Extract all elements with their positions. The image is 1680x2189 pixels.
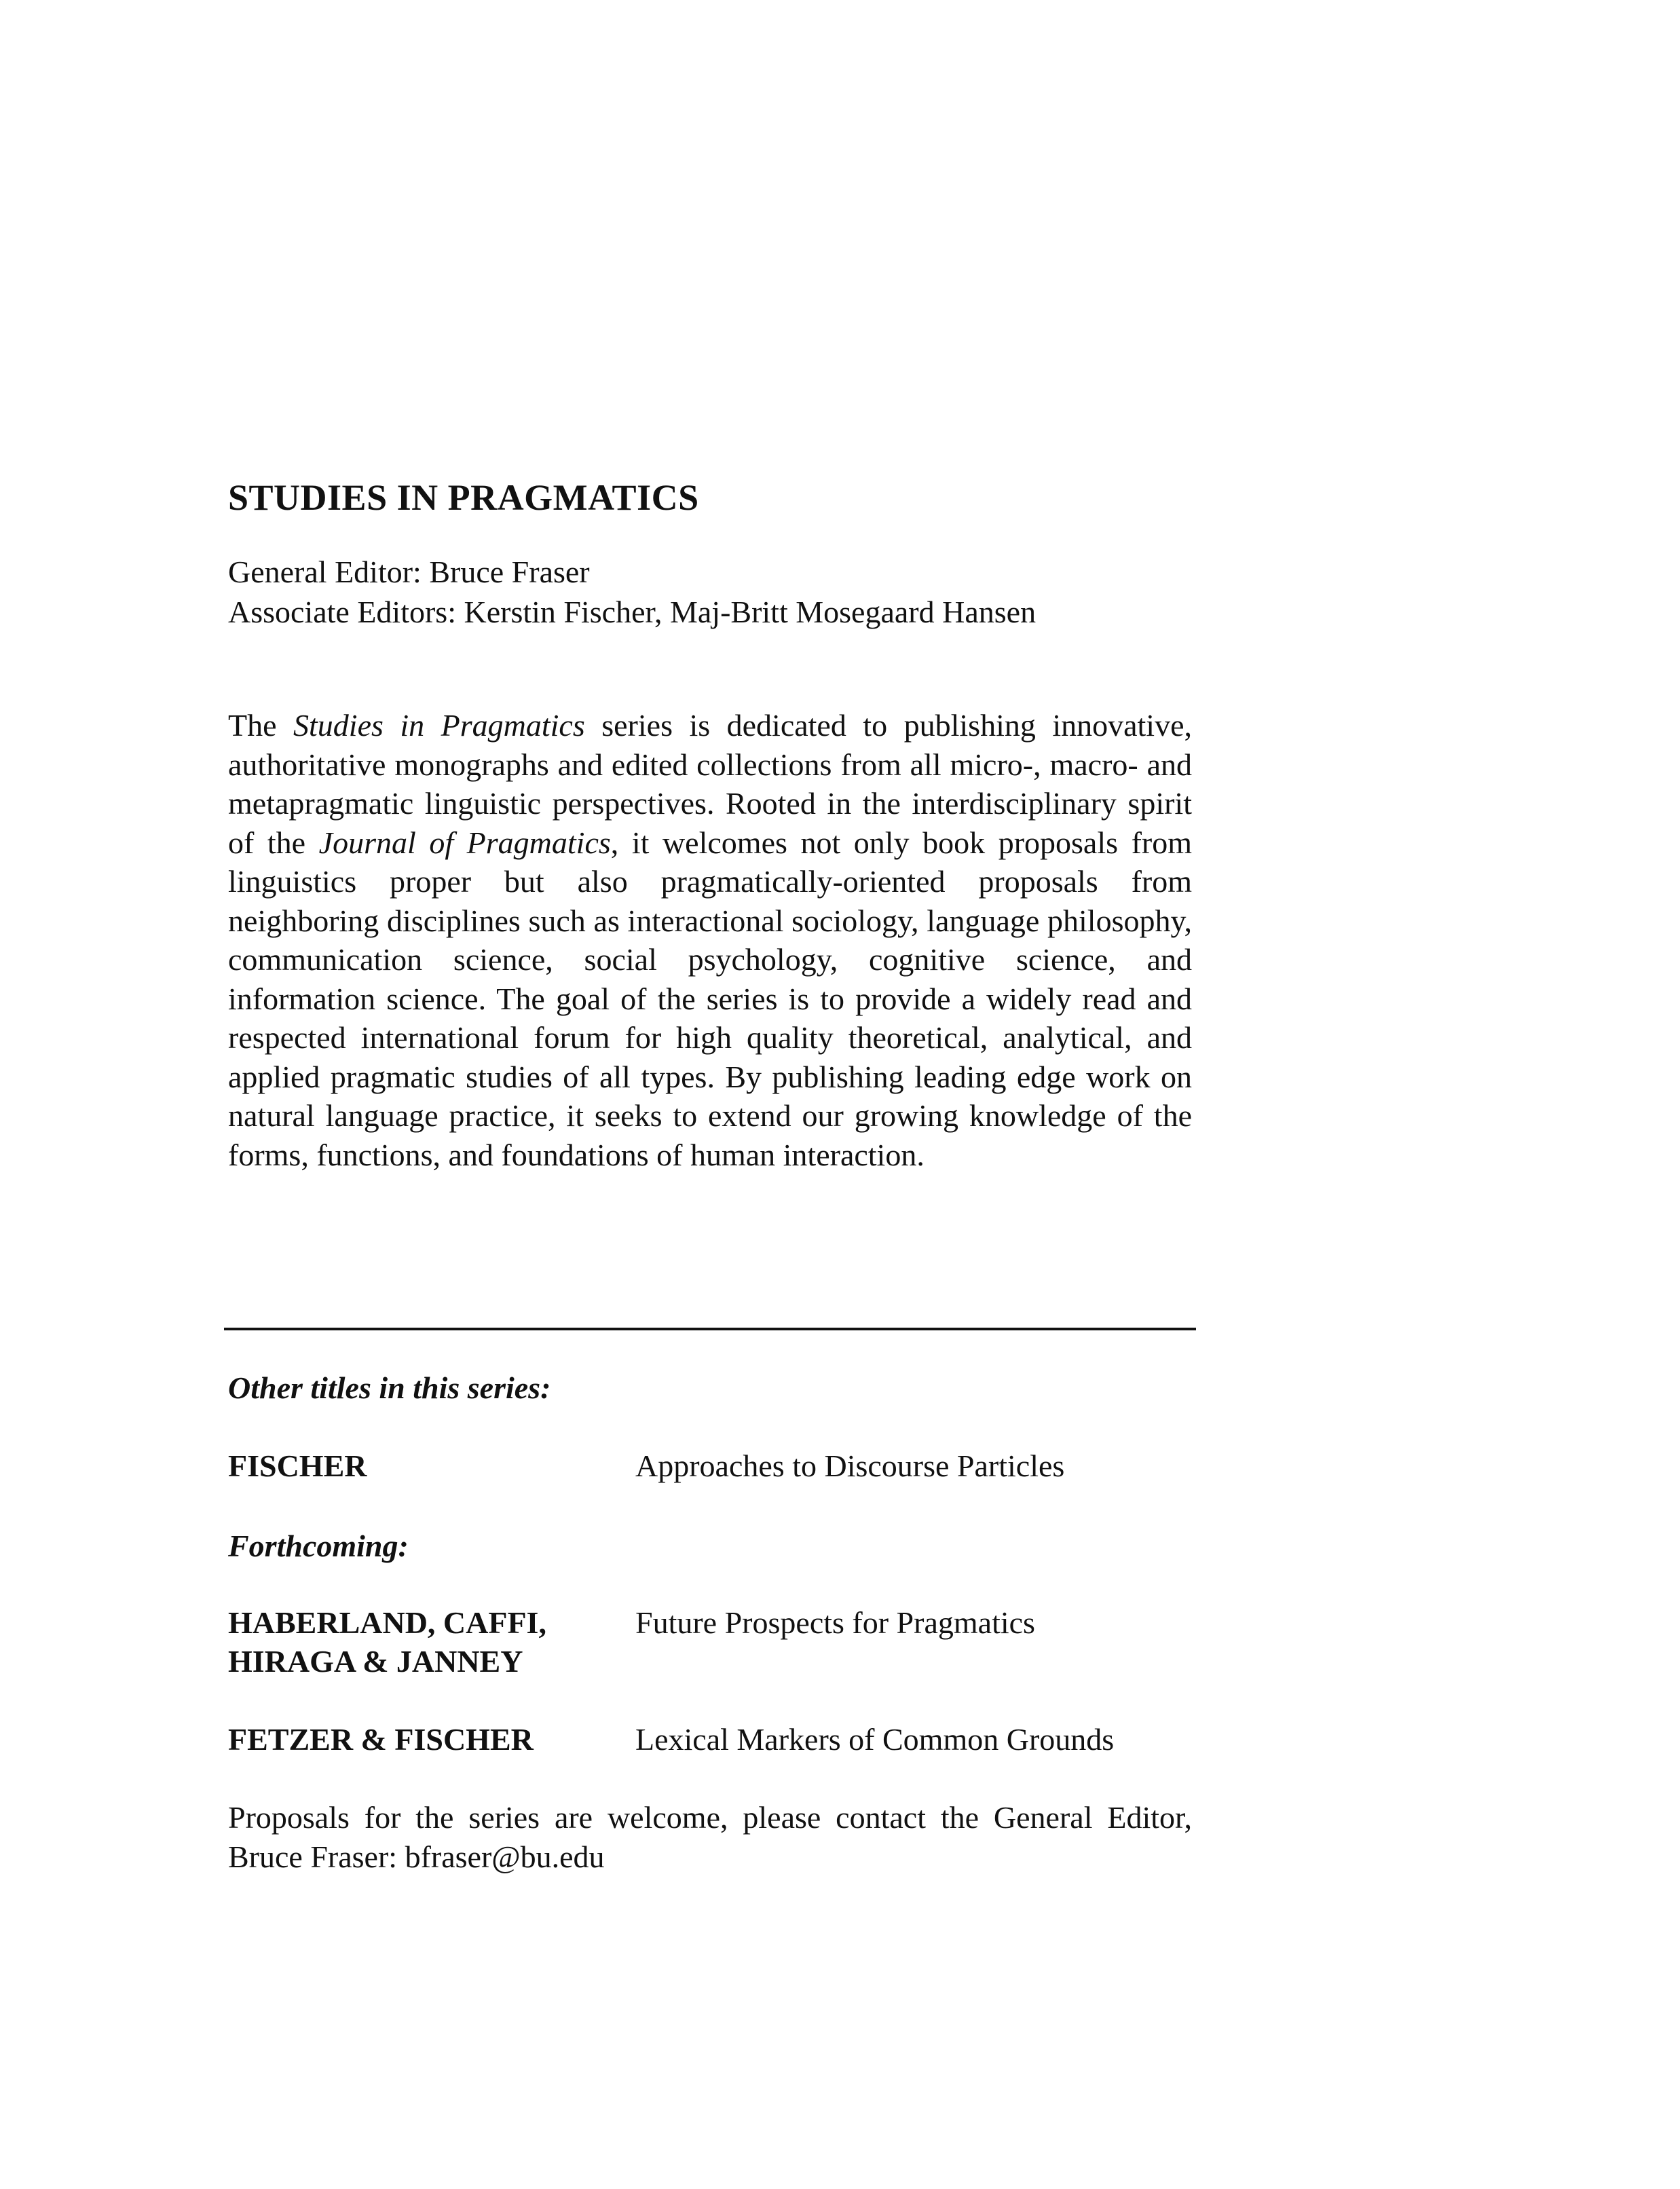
- journal-name-italic: Journal of Pragmatics: [318, 825, 611, 860]
- entry-title: Future Prospects for Pragmatics: [635, 1605, 1035, 1640]
- entry-author: FISCHER: [228, 1448, 367, 1483]
- associate-editors: Associate Editors: Kerstin Fischer, Maj-Britt Mosegaard Hansen: [228, 595, 1037, 629]
- editors-block: [228, 552, 1192, 632]
- horizontal-divider: [224, 1328, 1196, 1330]
- general-editor: General Editor: Bruce Fraser: [228, 555, 590, 589]
- series-description: [228, 706, 1192, 1174]
- description-part-3: , it welcomes not only book proposals from linguistics proper but also pragmatically-oriented proposals from neighboring disciplines such as interactional sociology, language philosophy, communication science, social psychology, cognitive science, and information science. The goal of the series is to provide a widely read and respected international forum for high quality theoretical, analytical, and applied pragmatic studies of all types. By publishing leading edge work on natural language practice, it seeks to extend our growing knowledge of the forms, functions, and foundations of human interaction.: [228, 825, 1193, 1172]
- series-title: STUDIES IN PRAGMATICS: [228, 477, 699, 518]
- other-titles-heading: Other titles in this series:: [228, 1370, 551, 1405]
- entry-title: Lexical Markers of Common Grounds: [635, 1722, 1115, 1757]
- description-part-1: The: [228, 708, 294, 743]
- entry-author-line-1: HABERLAND, CAFFI,: [228, 1605, 546, 1640]
- entry-title: Approaches to Discourse Particles: [635, 1448, 1065, 1483]
- proposals-note: Proposals for the series are welcome, please contact the General Editor, Bruce Fraser: bfraser@bu.edu: [228, 1800, 1192, 1874]
- forthcoming-heading: Forthcoming:: [228, 1529, 409, 1563]
- entry-author-line-2: HIRAGA & JANNEY: [228, 1644, 523, 1679]
- entry-author: FETZER & FISCHER: [228, 1722, 534, 1757]
- entry-author: [228, 1603, 622, 1681]
- description-part-2: series is dedicated to publishing innovative, authoritative monographs and edited collections from all micro-, macro- and metapragmatic linguistic perspectives. Rooted in the interdisciplinary spirit of the: [228, 708, 1193, 860]
- series-name-italic: Studies in Pragmatics: [293, 708, 585, 743]
